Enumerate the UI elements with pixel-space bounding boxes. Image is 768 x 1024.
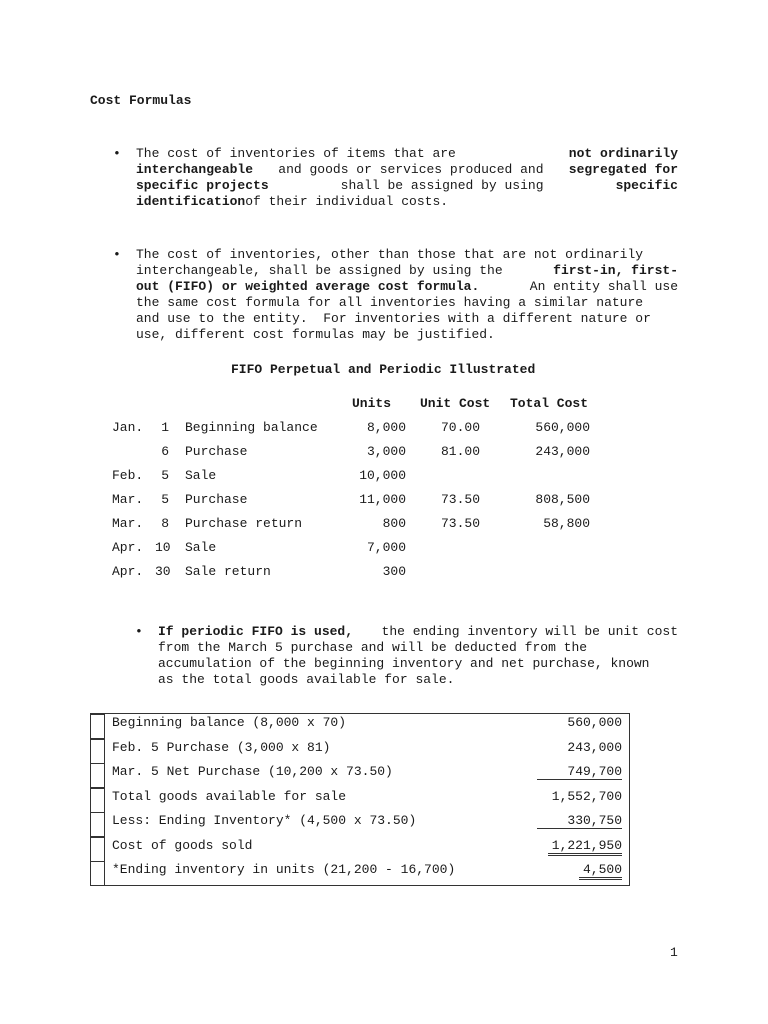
bold-run: first-in, first-	[553, 263, 678, 278]
computation-label: Mar. 5 Net Purchase (10,200 x 73.50)	[112, 764, 393, 779]
cell-description: Purchase return	[185, 516, 303, 531]
cell-total-cost: 58,800	[543, 516, 590, 531]
computation-row	[112, 862, 624, 886]
page-number: 1	[670, 945, 678, 960]
cell-units: 800	[382, 516, 406, 531]
text-run: and goods or services produced and	[278, 162, 544, 177]
cell-units: 8,000	[366, 420, 406, 435]
cell-units: 300	[382, 564, 406, 579]
cell-total-cost: 808,500	[535, 492, 590, 507]
cell-day: 10	[155, 540, 171, 555]
computation-label: Total goods available for sale	[112, 788, 347, 804]
computation-row	[112, 789, 624, 813]
table-row	[0, 564, 768, 588]
text-run: the same cost formula for all inventories having a similar nature	[136, 295, 644, 310]
column-header-total-cost: Total Cost	[510, 396, 589, 411]
cell-description: Sale	[185, 540, 217, 555]
text-run: The cost of inventories of items that are	[136, 146, 456, 161]
cell-units: 3,000	[366, 444, 406, 459]
row-marker	[90, 714, 105, 739]
cell-month: Mar.	[112, 492, 144, 507]
computation-amount: 330,750	[537, 813, 622, 829]
computation-amount: 243,000	[567, 739, 622, 755]
computation-amount: 1,552,700	[551, 788, 622, 804]
cell-units: 11,000	[359, 492, 406, 507]
cell-description: Sale return	[185, 564, 271, 579]
text-run: the ending inventory will be unit cost	[381, 624, 678, 639]
bold-run: out (FIFO) or weighted average cost formula.	[136, 279, 480, 294]
cell-description: Sale	[185, 468, 217, 483]
cell-month: Apr.	[112, 564, 144, 579]
computation-label: Less: Ending Inventory* (4,500 x 73.50)	[112, 813, 417, 828]
bold-run: interchangeable	[136, 162, 254, 177]
cell-day: 5	[161, 492, 169, 507]
cell-description: Purchase	[185, 492, 248, 507]
illustration-heading: FIFO Perpetual and Periodic Illustrated	[231, 362, 536, 377]
computation-label: Cost of goods sold	[112, 837, 253, 853]
computation-label: Beginning balance (8,000 x 70)	[112, 715, 347, 730]
table-row	[0, 516, 768, 540]
table-row	[0, 468, 768, 492]
table-row	[0, 444, 768, 468]
cell-total-cost: 560,000	[535, 420, 590, 435]
bold-run: specific	[615, 178, 678, 193]
computation-amount: 560,000	[567, 715, 622, 730]
computation-amount: 749,700	[537, 764, 622, 780]
table-row	[0, 492, 768, 516]
cell-unit-cost: 81.00	[440, 444, 480, 459]
cell-month: Feb.	[112, 468, 144, 483]
table-row	[0, 540, 768, 564]
cell-unit-cost: 70.00	[440, 420, 480, 435]
bold-run: identification	[136, 194, 246, 209]
bold-run: If periodic FIFO is used,	[158, 624, 354, 639]
cell-units: 10,000	[359, 468, 406, 483]
column-header-units: Units	[352, 396, 392, 411]
cell-day: 6	[161, 444, 169, 459]
cell-unit-cost: 73.50	[440, 492, 480, 507]
computation-row	[112, 764, 624, 788]
computation-label: *Ending inventory in units (21,200 - 16,700)	[112, 862, 456, 877]
cell-total-cost: 243,000	[535, 444, 590, 459]
table-row	[0, 420, 768, 444]
row-marker	[90, 837, 105, 862]
column-header-unit-cost: Unit Cost	[420, 396, 491, 411]
row-marker	[90, 861, 105, 886]
text-run: An entity shall use	[529, 279, 678, 294]
text-run: accumulation of the beginning inventory and net purchase, known	[158, 656, 650, 671]
cell-unit-cost: 73.50	[440, 516, 480, 531]
computation-row	[112, 813, 624, 837]
cell-day: 5	[161, 468, 169, 483]
bullet-paragraph-periodic-fifo	[158, 624, 678, 688]
cell-description: Purchase	[185, 444, 248, 459]
computation-amount: 4,500	[579, 862, 622, 880]
bold-run: not ordinarily	[568, 146, 678, 161]
bullet-icon: •	[113, 146, 121, 161]
row-marker	[90, 763, 105, 788]
text-run: interchangeable, shall be assigned by using the	[136, 263, 503, 278]
text-run: from the March 5 purchase and will be deducted from the	[158, 640, 588, 655]
text-run: and use to the entity. For inventories with a different nature or	[136, 311, 651, 326]
cell-month: Jan.	[112, 420, 144, 435]
section-title: Cost Formulas	[90, 93, 192, 108]
cell-day: 30	[155, 564, 171, 579]
bullet-icon: •	[135, 624, 143, 639]
cell-day: 1	[161, 420, 169, 435]
cell-month: Apr.	[112, 540, 144, 555]
computation-row	[112, 740, 624, 764]
text-run: as the total goods available for sale.	[158, 672, 455, 687]
row-marker	[90, 739, 105, 764]
cell-day: 8	[161, 516, 169, 531]
text-run: The cost of inventories, other than those that are not ordinarily	[136, 247, 644, 262]
computation-label: Feb. 5 Purchase (3,000 x 81)	[112, 739, 331, 755]
text-run: of their individual costs.	[245, 194, 449, 209]
computation-row	[112, 715, 624, 739]
text-run: use, different cost formulas may be justified.	[136, 327, 495, 342]
bullet-paragraph-specific-identification	[136, 146, 678, 210]
bold-run: segregated for	[568, 162, 678, 177]
bullet-paragraph-fifo-weighted	[136, 247, 678, 343]
bullet-icon: •	[113, 247, 121, 262]
row-marker	[90, 812, 105, 837]
computation-amount: 1,221,950	[548, 838, 622, 856]
cell-month: Mar.	[112, 516, 144, 531]
row-marker	[90, 788, 105, 813]
cell-units: 7,000	[366, 540, 406, 555]
cell-description: Beginning balance	[185, 420, 318, 435]
computation-row	[112, 838, 624, 862]
text-run: shall be assigned by using	[340, 178, 544, 193]
bold-run: specific projects	[136, 178, 269, 193]
